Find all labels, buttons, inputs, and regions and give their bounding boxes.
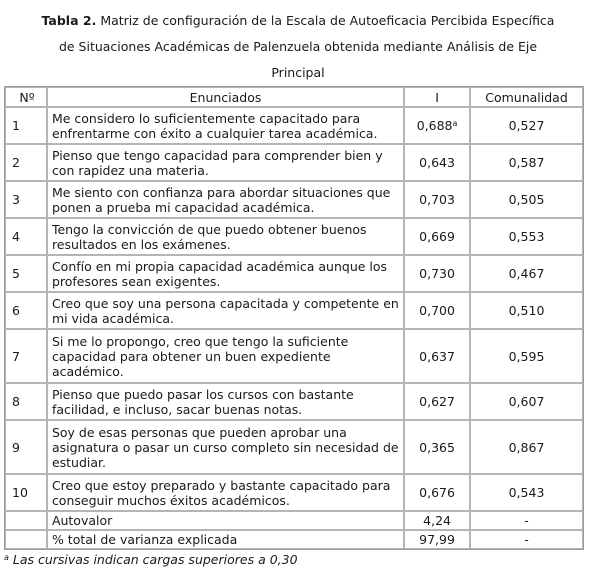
row-comunalidad: 0,595 — [470, 329, 583, 383]
loading-value: 0,669 — [419, 229, 455, 244]
summary-empty — [5, 511, 47, 530]
row-comunalidad: 0,467 — [470, 255, 583, 292]
table-row — [5, 107, 583, 144]
loading-footnote-marker: a — [452, 119, 458, 128]
loading-value: 0,688 — [416, 118, 453, 133]
row-statement: Me siento con confianza para abordar situaciones que ponen a prueba mi capacidad académica. — [47, 181, 404, 218]
table-body — [5, 107, 583, 549]
row-statement: Creo que estoy preparado y bastante capacitado para conseguir muchos éxitos académicos. — [47, 474, 404, 511]
row-factor-loading — [404, 218, 470, 255]
row-number: 9 — [5, 420, 47, 474]
header-row — [5, 87, 583, 107]
table-row — [5, 474, 583, 511]
row-statement: Me considero lo suficientemente capacitado para enfrentarme con éxito a cualquier tarea académica. — [47, 107, 404, 144]
loading-value: 0,643 — [419, 155, 455, 170]
loading-value: 0,703 — [419, 192, 455, 207]
row-statement: Creo que soy una persona capacitada y competente en mi vida académica. — [47, 292, 404, 329]
row-number: 10 — [5, 474, 47, 511]
row-factor-loading — [404, 292, 470, 329]
summary-comunalidad-value: - — [470, 511, 583, 530]
row-comunalidad: 0,587 — [470, 144, 583, 181]
header-comunalidad: Comunalidad — [470, 87, 583, 107]
row-factor-loading — [404, 107, 470, 144]
header-enunciados: Enunciados — [47, 87, 404, 107]
row-factor-loading — [404, 383, 470, 420]
row-statement: Confío en mi propia capacidad académica aunque los profesores sean exigentes. — [47, 255, 404, 292]
table-row — [5, 181, 583, 218]
summary-factor-value: 4,24 — [404, 511, 470, 530]
row-number: 1 — [5, 107, 47, 144]
factor-matrix-table — [4, 86, 584, 550]
row-comunalidad: 0,505 — [470, 181, 583, 218]
header-no: Nº — [5, 87, 47, 107]
row-factor-loading — [404, 144, 470, 181]
loading-value: 0,627 — [419, 394, 455, 409]
table-row — [5, 144, 583, 181]
table-row — [5, 218, 583, 255]
summary-comunalidad-value: - — [470, 530, 583, 549]
row-factor-loading — [404, 474, 470, 511]
row-comunalidad: 0,867 — [470, 420, 583, 474]
loading-value: 0,365 — [419, 439, 455, 455]
table-caption — [0, 8, 596, 86]
caption-line-2: de Situaciones Académicas de Palenzuela obtenida mediante Análisis de Eje — [58, 39, 538, 54]
summary-row — [5, 530, 583, 549]
row-comunalidad: 0,607 — [470, 383, 583, 420]
row-statement: Soy de esas personas que pueden aprobar una asignatura o pasar un curso completo sin necesidad de estudiar. — [47, 420, 404, 474]
footnote-marker: a — [4, 553, 9, 562]
loading-value: 0,676 — [419, 485, 455, 500]
caption-line-3: Principal — [271, 65, 325, 80]
row-number: 3 — [5, 181, 47, 218]
table-row — [5, 329, 583, 383]
row-number: 7 — [5, 329, 47, 383]
header-factor-i: I — [404, 87, 470, 107]
table-row — [5, 255, 583, 292]
summary-row — [5, 511, 583, 530]
row-comunalidad: 0,543 — [470, 474, 583, 511]
row-statement: Si me lo propongo, creo que tengo la suficiente capacidad para obtener un buen expediente académico. — [47, 329, 404, 383]
row-comunalidad: 0,510 — [470, 292, 583, 329]
loading-value: 0,730 — [419, 266, 455, 281]
row-comunalidad: 0,553 — [470, 218, 583, 255]
row-factor-loading — [404, 255, 470, 292]
row-factor-loading — [404, 181, 470, 218]
row-statement: Tengo la convicción de que puedo obtener buenos resultados en los exámenes. — [47, 218, 404, 255]
loading-value: 0,637 — [419, 348, 455, 364]
row-comunalidad: 0,527 — [470, 107, 583, 144]
row-factor-loading — [404, 329, 470, 383]
row-statement: Pienso que tengo capacidad para comprender bien y con rapidez una materia. — [47, 144, 404, 181]
row-statement: Pienso que puedo pasar los cursos con bastante facilidad, e incluso, sacar buenas notas. — [47, 383, 404, 420]
row-number: 2 — [5, 144, 47, 181]
table-footnote — [4, 552, 298, 568]
table-row — [5, 383, 583, 420]
summary-label: % total de varianza explicada — [47, 530, 404, 549]
caption-label: Tabla 2. — [41, 13, 97, 28]
footnote-text: Las cursivas indican cargas superiores a 0,30 — [8, 552, 298, 567]
row-factor-loading — [404, 420, 470, 474]
summary-label: Autovalor — [47, 511, 404, 530]
row-number: 4 — [5, 218, 47, 255]
table-row — [5, 420, 583, 474]
table-row — [5, 292, 583, 329]
row-number: 6 — [5, 292, 47, 329]
summary-empty — [5, 530, 47, 549]
summary-factor-value: 97,99 — [404, 530, 470, 549]
row-number: 8 — [5, 383, 47, 420]
loading-value: 0,700 — [419, 303, 455, 318]
caption-title: Matriz de configuración de la Escala de Autoeficacia Percibida Específica — [100, 13, 555, 28]
row-number: 5 — [5, 255, 47, 292]
caption-line-1 — [0, 8, 596, 34]
